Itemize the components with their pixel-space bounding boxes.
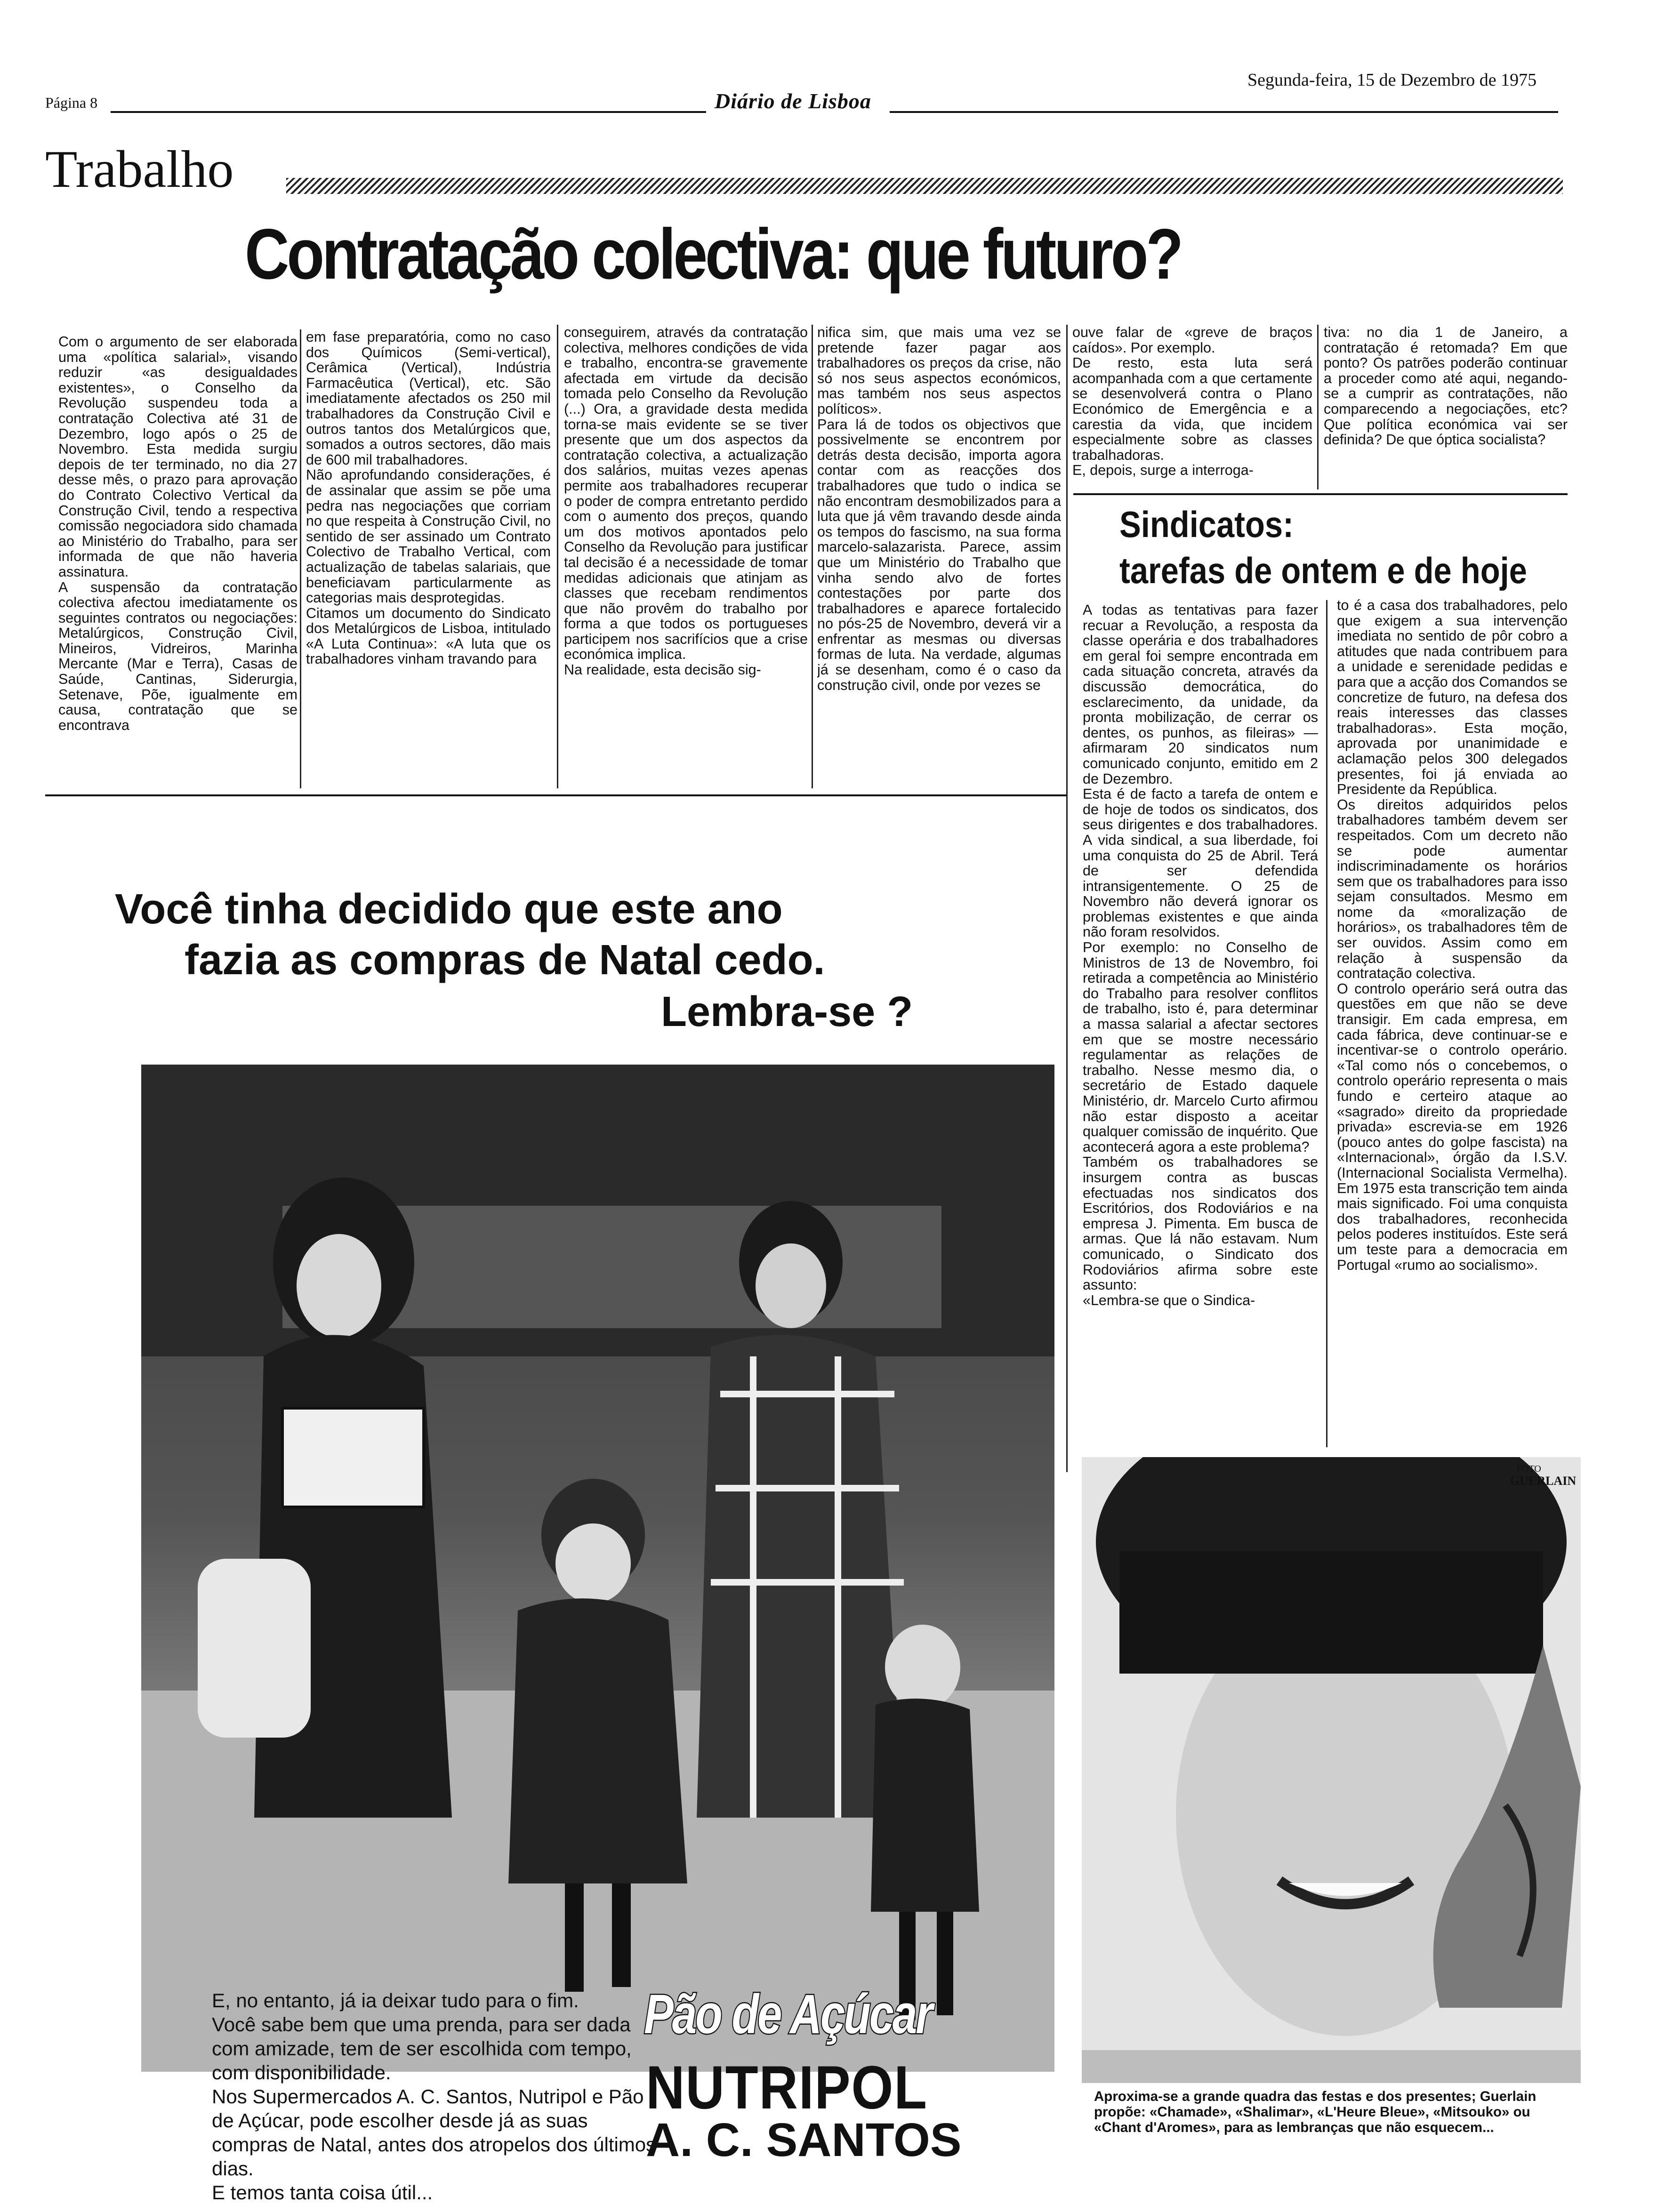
article-column-6: tiva: no dia 1 de Janeiro, a contratação é retomada? Em que ponto? Os patrões poderão continuar a proceder como até aqui, negando-se a cumprir as contratações, não comparecendo a negociações, etc? Que política económica vai ser definida? De que óptica socialista? xyxy=(1324,325,1568,448)
section-title: Trabalho xyxy=(45,140,234,199)
sidebar-top-rule xyxy=(1073,493,1568,495)
article-column-1: Com o argumento de ser elaborada uma «política salarial», visando reduzir «as desigualdades existentes», o Conselho da Revolução suspendeu toda a contratação Colectiva até 31 de Dezembro, logo após o 25 de Novembro. Esta medida surgiu depois de ter terminado, no dia 27 desse mês, o prazo para aprovação do Contrato Colectivo Vertical da Construção Civil, tendo a respectiva comissão negociadora sido chamada ao Ministério do Trabalho, para ser informada de que não haveria assinatura. A suspensão da contratação colectiva afectou imediatamente os seguintes contratos ou negociações: Metalúrgicos, Construção Civil, Mineiros, Vidreiros, Marinha Mercante (Mar e Terra), Casas de Saúde, Cantinas, Siderurgia, Setenave, Põe, igualmente em causa, contratação que se encontrava xyxy=(58,334,298,733)
ad-brand-ac-santos: A. C. SANTOS xyxy=(646,2114,962,2166)
column-divider xyxy=(300,329,301,788)
masthead-rule-left xyxy=(111,111,706,113)
ad-brand-nutripol: NUTRIPOL xyxy=(646,2053,928,2122)
sidebar-column-1: A todas as tentativas para fazer recuar a Revolução, a resposta da classe operária e dos trabalhadores em geral foi sempre encontrada em cada situação concreta, através da discussão democrática, do esclarecimento, da unidade, da pronta mobilização, de cerrar os dentes, os punhos, as fileiras» — afirmaram 20 sindicatos num comunicado conjunto, emitido em 2 de Dezembro. Esta é de facto a tarefa de ontem e de hoje de todos os sindicatos, dos seus dirigentes e dos trabalhadores. A vida sindical, a sua liberdade, foi uma conquista do 25 de Abril. Terá de ser defendida intransigentemente. O 25 de Novembro não deverá ignorar os problemas existentes e que ainda não foram resolvidos. Por exemplo: no Conselho de Ministros de 13 de Novembro, foi retirada a competência ao Ministério do Trabalho para resolver conflitos de trabalho, isto é, para determinar a massa salarial a afectar sectores em que se mostre necessário regulamentar as relações de trabalho. Nesse mesmo dia, o secretário de Estado daquele Ministério, dr. Marcelo Curto afirmou não estar disposto a aceitar qualquer comissão de inquérito. Que acontecerá agora a este problema? Também os trabalhadores se insurgem contra as buscas efectuadas nos sindicatos dos Escritórios, dos Rodoviários e na empresa J. Pimenta. Em busca de armas. Que lá não estavam. Num comunicado, o Sindicato dos Rodoviários afirma sobre este assunto: «Lembra-se que o Sindica- xyxy=(1083,602,1318,1308)
article-column-4: nifica sim, que mais uma vez se pretende fazer pagar aos trabalhadores os preços da crise, não só nos seus aspectos económicos, mas também nos seus aspectos políticos». Para lá de todos os objectivos que possivelmente se encontrem por detrás desta decisão, importa agora contar com as reacções dos trabalhadores que tudo o indica se não encontram desmobilizados para a luta que já vêm travando desde ainda os tempos do fascismo, na sua forma marcelo-salazarista. Parece, assim que um Ministério do Trabalho que vinha sendo alvo de fortes contestações por parte dos trabalhadores e aparece fortalecido no pós-25 de Novembro, deverá vir a enfrentar as mesmas ou diversas formas de luta. Na verdade, algumas já se desenham, como é o caso da construção civil, onde por vezes se xyxy=(817,325,1061,693)
ad-headline-1: Você tinha decidido que este ano xyxy=(115,886,783,933)
photo-credit-label: FOTO xyxy=(1517,1464,1541,1474)
sidebar-divider xyxy=(1326,600,1327,1447)
column-divider xyxy=(1317,325,1319,489)
guerlain-photograph xyxy=(1082,1457,1581,2083)
page-number: Página 8 xyxy=(45,94,98,111)
ad-body-text: E, no entanto, já ia deixar tudo para o fim. Você sabe bem que uma prenda, para ser dada com amizade, tem de ser escolhida com tempo, com disponibilidade. Nos Supermercados A. C. Santos, Nutripol e Pão de Açúcar, pode escolher desde já as suas compras de Natal, antes dos atropelos dos últimos dias. E temos tanta coisa útil... xyxy=(212,1989,656,2204)
ad-headline-2: fazia as compras de Natal cedo. xyxy=(185,937,825,984)
newspaper-name: Diário de Lisboa xyxy=(715,89,871,113)
column-divider xyxy=(812,325,813,788)
masthead-rule-right xyxy=(890,111,1558,113)
article-headline: Contratação colectiva: que futuro? xyxy=(245,214,1181,294)
brand-pao-de-acucar-logo: Pão de Açúcar xyxy=(644,1983,932,2045)
article-column-3: conseguirem, através da contratação colectiva, melhores condições de vida e trabalho, encontra-se gravemente afectada em virtude da decisão tomada pelo Conselho da Revolução (...) Ora, a gravidade desta medida torna-se mais evidente se se tiver presente que um dos aspectos da contratação colectiva, a actualização dos salários, muitas vezes apenas permite aos trabalhadores recuperar o poder de compra entretanto perdido com o aumento dos preços, quando um dos motivos apontados pelo Conselho da Revolução para justificar tal decisão é a necessidade de tomar medidas adicionais que atinjam as classes que recebam rendimentos que não provêm do trabalho por forma a que todos os portugueses participem nos sacrifícios que a crise económica implica. Na realidade, esta decisão sig- xyxy=(564,325,808,678)
perfume-model-illustration xyxy=(1082,1457,1581,2083)
sidebar-column-2: to é a casa dos trabalhadores, pelo que exigem a sua intervenção imediata no sentido de pôr cobro a atitudes que nada contribuem para a unidade e serenidade pedidas e para que a acção dos Comandos se concretize de futuro, na defesa dos reais interesses das classes trabalhadoras». Esta moção, aprovada por unanimidade e aclamação pelos 300 delegados presentes, foi já enviada ao Presidente da República. Os direitos adquiridos pelos trabalhadores também devem ser respeitados. Com um decreto não se pode aumentar indiscriminadamente os horários sem que os trabalhadores para isso sejam consultados. Mesmo em nome da «moralização de horários», os trabalhadores têm de ser ouvidos. Assim como em relação à suspensão da contratação colectiva. O controlo operário será outra das questões em que não se deve transigir. Em cada empresa, em cada fábrica, deve continuar-se e incentivar-se o controlo operário. «Tal como nós o concebemos, o controlo operário representa o mais fundo e certeiro ataque ao «sagrado» direito da propriedade privada» escrevia-se em 1926 (pouco antes do golpe fascista) na «Internacional», órgão da I.S.V. (Internacional Socialista Vermelha). Em 1975 esta transcrição tem ainda mais significado. Foi uma conquista dos trabalhadores, reconhecida pelos poderes instituídos. Este será um teste para a democracia em Portugal «rumo ao socialismo». xyxy=(1337,598,1568,1273)
section-hatch-bar xyxy=(286,178,1563,194)
photo-credit-brand: GUERLAIN xyxy=(1510,1474,1577,1488)
sidebar-left-rule xyxy=(1066,493,1068,1472)
column-divider xyxy=(557,325,558,788)
guerlain-caption: Aproxima-se a grande quadra das festas e dos presentes; Guerlain propõe: «Chamade», «Shalimar», «L'Heure Bleue», «Mitsouko» ou «Chant d'Aromes», para as lembranças que não esquecem... xyxy=(1094,2089,1536,2135)
ad-photograph-shoppers xyxy=(141,1065,1054,2072)
sidebar-headline-2: tarefas de ontem e de hoje xyxy=(1119,550,1527,591)
article-column-5: ouve falar de «greve de braços caídos». Por exemplo. De resto, esta luta será acompanhada com a que certamente se desenvolverá contra o Plano Económico de Emergência e a carestia da vida, que incidem especialmente sobre as classes trabalhadoras. E, depois, surge a interroga- xyxy=(1072,325,1312,479)
article-column-2: em fase preparatória, como no caso dos Químicos (Semi-vertical), Cerâmica (Vertical), Indústria Farmacêutica (Vertical), etc. São imediatamente afectados os 250 mil trabalhadores da Construção Civil e outros tantos dos Metalúrgicos que, somados a outros sectores, dão mais de 600 mil trabalhadores. Não aprofundando considerações, é de assinalar que assim se põe uma pedra nas negociações que corriam no que respeita à Construção Civil, no sentido de ser assinado um Contrato Colectivo de Trabalho Vertical, com actualização de tabelas salariais, que beneficiavam particularmente as categorias mais desprotegidas. Citamos um documento do Sindicato dos Metalúrgicos de Lisboa, intitulado «A Luta Continua»: «A luta que os trabalhadores vinham travando para xyxy=(306,329,551,667)
ad-top-rule xyxy=(45,794,1067,796)
sidebar-headline-1: Sindicatos: xyxy=(1119,504,1294,545)
shoppers-illustration xyxy=(141,1065,1054,2072)
issue-date: Segunda-feira, 15 de Dezembro de 1975 xyxy=(1247,70,1537,90)
ad-headline-3: Lembra-se ? xyxy=(661,988,913,1035)
ad-brand-pao-de-acucar xyxy=(644,1979,955,2054)
